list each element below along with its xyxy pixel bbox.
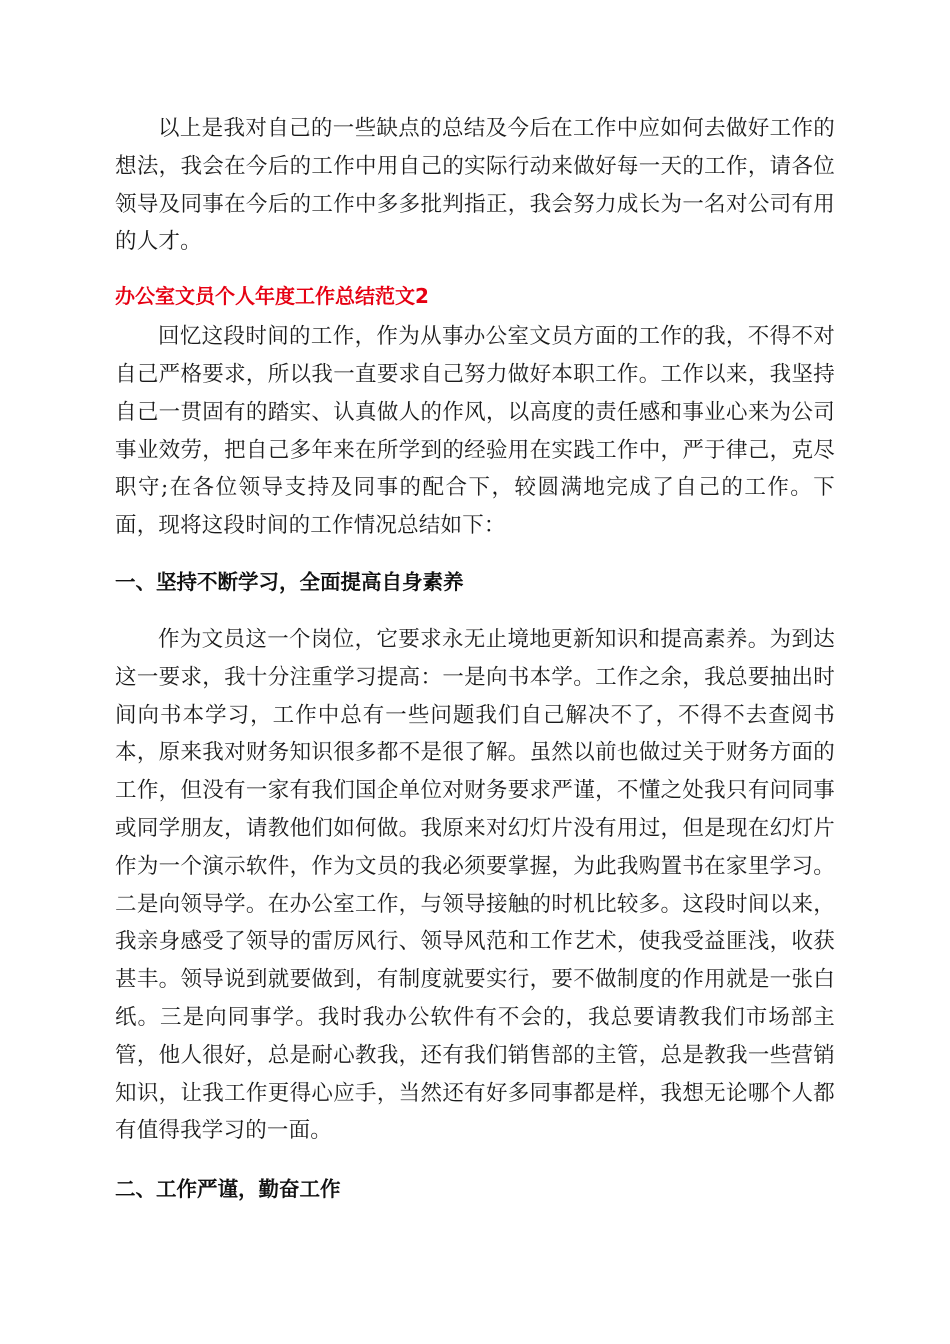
section-title: 办公室文员个人年度工作总结范文2 [115,284,429,309]
document-page [115,110,835,1204]
paragraph-learning: 作为文员这一个岗位，它要求永无止境地更新知识和提高素养。为到达这一要求，我十分注重学习提高：一是向书本学。工作之余，我总要抽出时间向书本学习，工作中总有一些问题我们自己解决不了，不得不去查阅书本，原来我对财务知识很多都不是很了解。虽然以前也做过关于财务方面的工作，但没有一家有我们国企单位对财务要求严谨，不懂之处我只有问同事或同学朋友，请教他们如何做。我原来对幻灯片没有用过，但是现在幻灯片作为一个演示软件，作为文员的我必须要掌握，为此我购置书在家里学习。二是向领导学。在办公室工作，与领导接触的时机比较多。这段时间以来，我亲身感受了领导的雷厉风行、领导风范和工作艺术，使我受益匪浅，收获甚丰。领导说到就要做到，有制度就要实行，要不做制度的作用就是一张白纸。三是向同事学。我时我办公软件有不会的，我总要请教我们市场部主管，他人很好，总是耐心教我，还有我们销售部的主管，总是教我一些营销知识，让我工作更得心应手，当然还有好多同事都是样，我想无论哪个人都有值得我学习的一面。 [115,626,835,1144]
paragraph-review: 回忆这段时间的工作，作为从事办公室文员方面的工作的我，不得不对自己严格要求，所以我一直要求自己努力做好本职工作。工作以来，我坚持自己一贯固有的踏实、认真做人的作风，以高度的责任感和事业心来为公司事业效劳，把自己多年来在所学到的经验用在实践工作中，严于律己，克尽职守;在各位领导支持及同事的配合下，较圆满地完成了自己的工作。下面，现将这段时间的工作情况总结如下： [115,324,835,539]
paragraph-intro: 以上是我对自己的一些缺点的总结及今后在工作中应如何去做好工作的想法，我会在今后的工作中用自己的实际行动来做好每一天的工作，请各位领导及同事在今后的工作中多多批判指正，我会努力成长为一名对公司有用的人才。 [115,116,835,255]
heading-one: 一、坚持不断学习，全面提高自身素养 [115,569,464,594]
heading-two: 二、工作严谨，勤奋工作 [115,1177,341,1202]
